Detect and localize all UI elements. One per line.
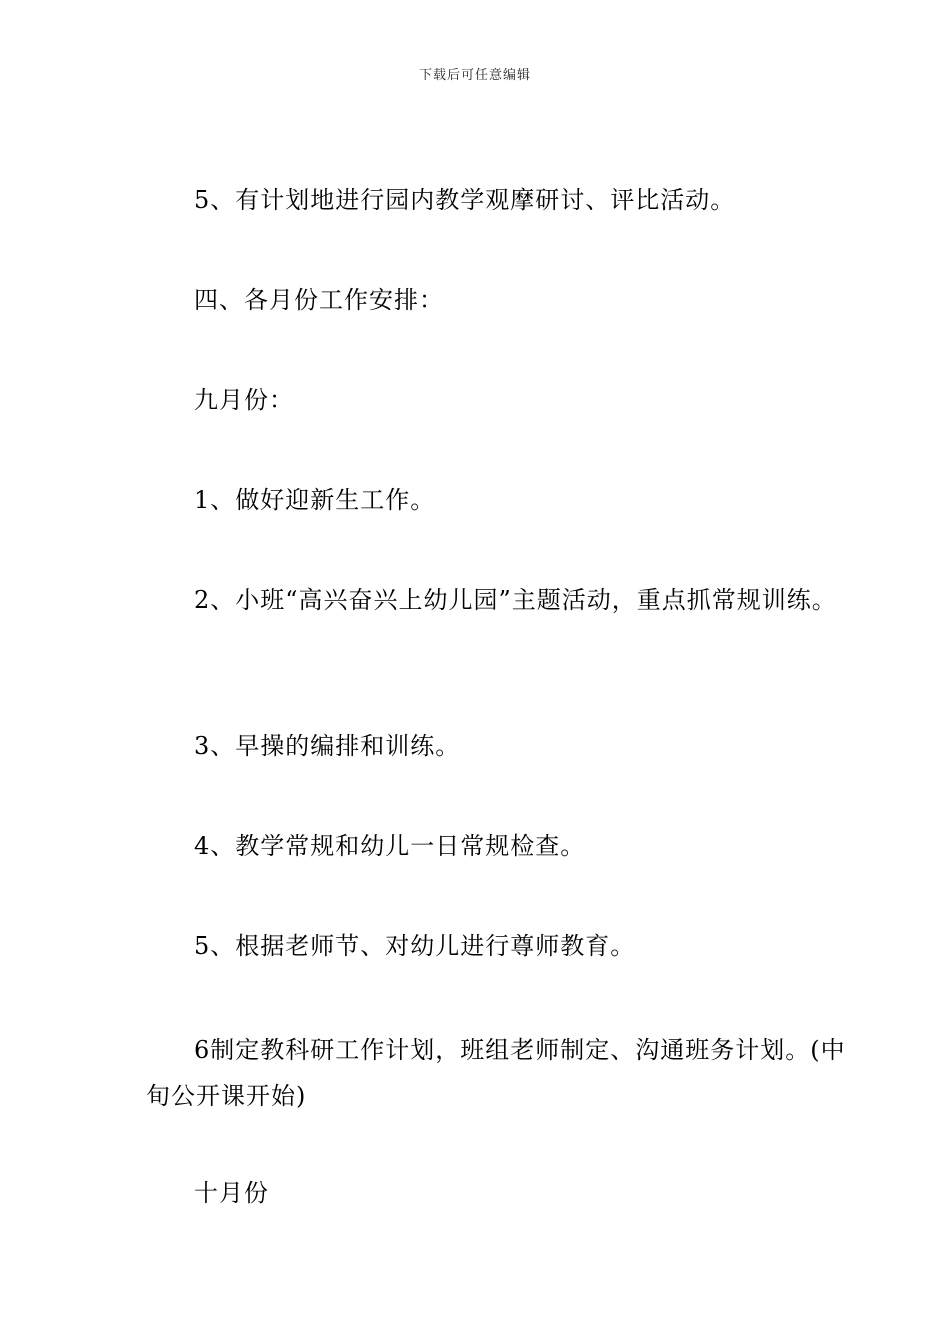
paragraph-sept-item-6: 6制定教科研工作计划，班组老师制定、沟通班务计划。(中旬公开课开始) — [146, 1036, 846, 1110]
paragraph-sept-item-1: 1、做好迎新生工作。 — [194, 486, 436, 514]
paragraph-september-heading: 九月份： — [194, 386, 294, 414]
paragraph-item-5-observation: 5、有计划地进行园内教学观摩研讨、评比活动。 — [194, 186, 736, 214]
paragraph-sept-item-2: 2、小班“高兴奋兴上幼儿园”主题活动，重点抓常规训练。 — [194, 586, 837, 614]
paragraph-october-heading: 十月份 — [194, 1179, 269, 1207]
page-header: 下载后可任意编辑 — [418, 68, 531, 83]
paragraph-sept-item-5: 5、根据老师节、对幼儿进行尊师教育。 — [194, 932, 636, 960]
paragraph-section-four-heading: 四、各月份工作安排： — [194, 286, 444, 314]
paragraph-sept-item-4: 4、教学常规和幼儿一日常规检查。 — [194, 832, 586, 860]
paragraph-sept-item-3: 3、早操的编排和训练。 — [194, 732, 461, 760]
